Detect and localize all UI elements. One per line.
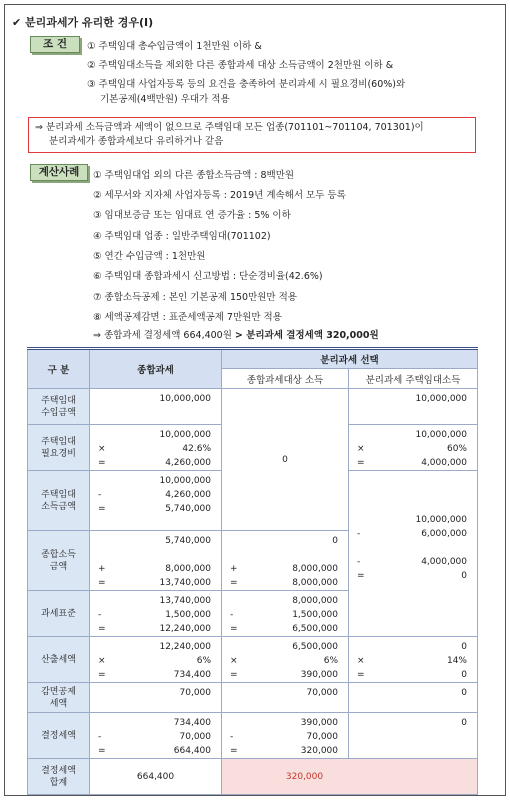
row-label bbox=[28, 683, 90, 713]
jonghap-cell bbox=[90, 425, 222, 471]
cell-line bbox=[90, 594, 221, 608]
bunri-rental-cell bbox=[349, 425, 478, 471]
bunri-general-cell bbox=[222, 713, 349, 759]
jonghap-cell bbox=[90, 471, 222, 531]
operator: × bbox=[98, 444, 106, 454]
cell-line bbox=[349, 442, 477, 456]
value: 1,500,000 bbox=[165, 610, 211, 620]
cell-line bbox=[222, 576, 348, 590]
cell-line bbox=[222, 622, 348, 636]
header-gubun: 구 분 bbox=[28, 349, 90, 389]
value: 13,740,000 bbox=[159, 578, 211, 588]
value: 12,240,000 bbox=[159, 642, 211, 652]
value: 70,000 bbox=[306, 732, 338, 742]
operator: - bbox=[98, 610, 102, 620]
cell-line bbox=[349, 686, 477, 700]
cell-line bbox=[349, 428, 477, 442]
cell-line bbox=[349, 513, 477, 527]
operator: × bbox=[98, 656, 106, 666]
bunri-rental-cell bbox=[349, 637, 478, 683]
row-label-line: 소득금액 bbox=[41, 501, 76, 512]
value: 0 bbox=[461, 718, 467, 728]
case-7: ⑦ 종합소득공제 : 본인 기본공제 150만원만 적용 bbox=[93, 292, 297, 303]
cell-line bbox=[222, 744, 348, 758]
header-jonghap: 종합과세 bbox=[90, 349, 222, 389]
value: 1,500,000 bbox=[292, 610, 338, 620]
value: 390,000 bbox=[300, 718, 338, 728]
conclusion-box bbox=[28, 117, 476, 153]
operator: = bbox=[98, 670, 106, 680]
value: 320,000 bbox=[300, 746, 338, 756]
operator: - bbox=[230, 732, 234, 742]
value: 8,000,000 bbox=[292, 596, 338, 606]
conclusion-highlight: > 분리과세 결정세액 320,000원 bbox=[234, 330, 379, 341]
cell-line bbox=[90, 686, 221, 700]
value: 10,000,000 bbox=[415, 430, 467, 440]
row-label-line: 주택임대 bbox=[41, 489, 76, 500]
value: 14% bbox=[446, 656, 467, 666]
conclusion-line-1: ⇒ 분리과세 소득금액과 세액이 없으므로 주택임대 모든 업종(701101~701104, 701301)이 bbox=[35, 122, 424, 133]
bunri-general-cell bbox=[222, 683, 349, 713]
cell-line bbox=[222, 668, 348, 682]
cell-line bbox=[90, 622, 221, 636]
operator: - bbox=[98, 732, 102, 742]
total-label bbox=[28, 759, 90, 795]
value: 10,000,000 bbox=[415, 515, 467, 525]
value: 10,000,000 bbox=[159, 394, 211, 404]
cell-line bbox=[90, 548, 221, 562]
value: 42.6% bbox=[182, 444, 211, 454]
cell-line bbox=[222, 654, 348, 668]
cell-line bbox=[222, 594, 348, 608]
cell-line bbox=[90, 608, 221, 622]
row-label-line: 금액 bbox=[49, 561, 68, 572]
row-label bbox=[28, 531, 90, 591]
condition-3: ③ 주택임대 사업자등록 등의 요건을 충족하여 분리과세 시 필요경비(60%)와 bbox=[87, 79, 406, 90]
condition-3-cont: 기본공제(4백만원) 우대가 적용 bbox=[100, 94, 230, 105]
cell-line bbox=[349, 527, 477, 541]
cell-line bbox=[90, 502, 221, 516]
bunri-general-cell bbox=[222, 637, 349, 683]
row-label-line: 주택임대 bbox=[41, 395, 76, 406]
value: 0 bbox=[461, 571, 467, 581]
cell-line bbox=[222, 716, 348, 730]
value: 4,260,000 bbox=[165, 490, 211, 500]
cell-line bbox=[90, 488, 221, 502]
operator: = bbox=[98, 578, 106, 588]
value: 734,400 bbox=[173, 718, 211, 728]
cell-line bbox=[90, 716, 221, 730]
value: 70,000 bbox=[306, 688, 338, 698]
case-6: ⑥ 주택임대 종합과세시 신고방법 : 단순경비율(42.6%) bbox=[93, 271, 323, 282]
value: 4,000,000 bbox=[421, 458, 467, 468]
row-label-line: 산출세액 bbox=[41, 654, 76, 665]
value: 734,400 bbox=[173, 670, 211, 680]
cell-line bbox=[349, 456, 477, 470]
case-2: ② 세무서와 지자체 사업자등록 : 2019년 계속해서 모두 등록 bbox=[93, 190, 346, 201]
cell-line bbox=[90, 442, 221, 456]
jonghap-cell bbox=[90, 713, 222, 759]
value: 6% bbox=[323, 656, 338, 666]
conclusion-line-2: 분리과세가 종합과세보다 유리하거나 같음 bbox=[49, 136, 224, 147]
cell-line bbox=[222, 730, 348, 744]
row-label-line: 결정세액 bbox=[41, 730, 76, 741]
value: 10,000,000 bbox=[159, 476, 211, 486]
table-row bbox=[28, 389, 478, 425]
cell-line bbox=[349, 541, 477, 555]
operator: = bbox=[230, 670, 238, 680]
value: 8,000,000 bbox=[165, 564, 211, 574]
header-bunri-rental: 분리과세 주택임대소득 bbox=[349, 369, 478, 389]
case-5: ⑤ 연간 수입금액 : 1천만원 bbox=[93, 251, 206, 262]
value: 60% bbox=[446, 444, 467, 454]
row-label bbox=[28, 591, 90, 637]
cell-line bbox=[222, 608, 348, 622]
operator: - bbox=[357, 529, 361, 539]
cell-line bbox=[222, 562, 348, 576]
bunri-rental-cell bbox=[349, 683, 478, 713]
case-conclusion bbox=[93, 327, 379, 341]
value: 5,740,000 bbox=[165, 536, 211, 546]
bunri-rental-cell bbox=[349, 713, 478, 759]
operator: × bbox=[357, 656, 365, 666]
cell-line bbox=[90, 534, 221, 548]
cell-line bbox=[349, 716, 477, 730]
row-label-line: 주택임대 bbox=[41, 436, 76, 447]
value: 70,000 bbox=[179, 732, 211, 742]
jonghap-cell bbox=[90, 591, 222, 637]
cell-line bbox=[90, 474, 221, 488]
calculation-table bbox=[27, 347, 478, 795]
cell-line bbox=[349, 569, 477, 583]
value: 0 bbox=[461, 670, 467, 680]
row-label bbox=[28, 389, 90, 425]
cell-line bbox=[349, 654, 477, 668]
operator: = bbox=[357, 458, 365, 468]
operator: = bbox=[230, 578, 238, 588]
value: 8,000,000 bbox=[292, 564, 338, 574]
section-title: ✔ 분리과세가 유리한 경우(I) bbox=[12, 16, 154, 29]
condition-1: ① 주택임대 총수입금액이 1천만원 이하 & bbox=[87, 41, 262, 52]
header-bunri-general: 종합과세대상 소득 bbox=[222, 369, 349, 389]
operator: + bbox=[230, 564, 238, 574]
jonghap-cell bbox=[90, 683, 222, 713]
operator: = bbox=[98, 458, 106, 468]
value: 10,000,000 bbox=[159, 430, 211, 440]
row-label bbox=[28, 425, 90, 471]
bunri-general-empty: 0 bbox=[222, 389, 349, 531]
jonghap-cell bbox=[90, 637, 222, 683]
jonghap-cell bbox=[90, 389, 222, 425]
cell-line bbox=[222, 640, 348, 654]
value: 0 bbox=[461, 642, 467, 652]
operator: - bbox=[230, 610, 234, 620]
value: 0 bbox=[332, 536, 338, 546]
total-row bbox=[28, 759, 478, 795]
row-label-line: 필요경비 bbox=[41, 448, 76, 459]
operator: + bbox=[98, 564, 106, 574]
cell-line bbox=[222, 548, 348, 562]
total-label-line: 합계 bbox=[49, 777, 68, 788]
row-label-line: 종합소득 bbox=[41, 549, 76, 560]
cell-line bbox=[90, 654, 221, 668]
row-label-line: 수입금액 bbox=[41, 407, 76, 418]
cell-line bbox=[349, 555, 477, 569]
value: 6,000,000 bbox=[421, 529, 467, 539]
cell-line bbox=[90, 392, 221, 406]
cell-line bbox=[90, 730, 221, 744]
operator: × bbox=[357, 444, 365, 454]
cell-line bbox=[90, 428, 221, 442]
cell-line bbox=[90, 744, 221, 758]
value: 5,740,000 bbox=[165, 504, 211, 514]
value: 13,740,000 bbox=[159, 596, 211, 606]
cell-line bbox=[90, 668, 221, 682]
bunri-general-cell bbox=[222, 591, 349, 637]
value: 6% bbox=[196, 656, 211, 666]
row-label bbox=[28, 713, 90, 759]
case-tag: 계산사례 bbox=[30, 164, 88, 181]
bunri-rental-cell bbox=[349, 471, 478, 637]
operator: - bbox=[357, 557, 361, 567]
value: 4,260,000 bbox=[165, 458, 211, 468]
case-4: ④ 주택임대 업종 : 일반주택임대(701102) bbox=[93, 231, 271, 242]
case-8: ⑧ 세액공제감면 : 표준세액공제 7만원만 적용 bbox=[93, 312, 282, 323]
operator: × bbox=[230, 656, 238, 666]
value: 70,000 bbox=[179, 688, 211, 698]
row-label bbox=[28, 637, 90, 683]
cell-line bbox=[222, 534, 348, 548]
jonghap-cell bbox=[90, 531, 222, 591]
operator: = bbox=[98, 504, 106, 514]
value: 6,500,000 bbox=[292, 642, 338, 652]
table-body bbox=[28, 389, 478, 795]
operator: = bbox=[98, 746, 106, 756]
operator: = bbox=[230, 624, 238, 634]
cell-line bbox=[90, 456, 221, 470]
operator: = bbox=[357, 571, 365, 581]
cell-line bbox=[90, 640, 221, 654]
value: 664,400 bbox=[173, 746, 211, 756]
total-bunri: 320,000 bbox=[222, 759, 478, 795]
table-row bbox=[28, 637, 478, 683]
cell-line bbox=[349, 640, 477, 654]
cell-line bbox=[349, 668, 477, 682]
bunri-rental-cell bbox=[349, 389, 478, 425]
condition-2: ② 주택임대소득을 제외한 다른 종합과세 대상 소득금액이 2천만원 이하 & bbox=[87, 60, 394, 71]
operator: = bbox=[230, 746, 238, 756]
case-3: ③ 임대보증금 또는 임대료 연 증가율 : 5% 이하 bbox=[93, 210, 291, 221]
conclusion-text: ⇒ 종합과세 결정세액 664,400원 bbox=[93, 330, 235, 341]
value: 6,500,000 bbox=[292, 624, 338, 634]
total-jonghap: 664,400 bbox=[90, 759, 222, 795]
row-label-line: 과세표준 bbox=[41, 608, 76, 619]
table-row bbox=[28, 683, 478, 713]
cell-line bbox=[222, 686, 348, 700]
cell-line bbox=[349, 392, 477, 406]
table-row bbox=[28, 713, 478, 759]
row-label-line: 세액 bbox=[49, 698, 68, 709]
value: 8,000,000 bbox=[292, 578, 338, 588]
value: 0 bbox=[461, 688, 467, 698]
cell-line bbox=[90, 562, 221, 576]
value: 10,000,000 bbox=[415, 394, 467, 404]
row-label bbox=[28, 471, 90, 531]
case-1: ① 주택임대업 외의 다른 종합소득금액 : 8백만원 bbox=[93, 170, 295, 181]
condition-tag: 조 건 bbox=[30, 36, 80, 53]
value: 12,240,000 bbox=[159, 624, 211, 634]
header-bunri: 분리과세 선택 bbox=[222, 349, 478, 369]
bunri-general-cell bbox=[222, 531, 349, 591]
total-label-line: 결정세액 bbox=[41, 765, 76, 776]
operator: = bbox=[357, 670, 365, 680]
cell-line bbox=[90, 576, 221, 590]
value: 4,000,000 bbox=[421, 557, 467, 567]
row-label-line: 감면공제 bbox=[41, 686, 76, 697]
operator: = bbox=[98, 624, 106, 634]
operator: - bbox=[98, 490, 102, 500]
value: 390,000 bbox=[300, 670, 338, 680]
